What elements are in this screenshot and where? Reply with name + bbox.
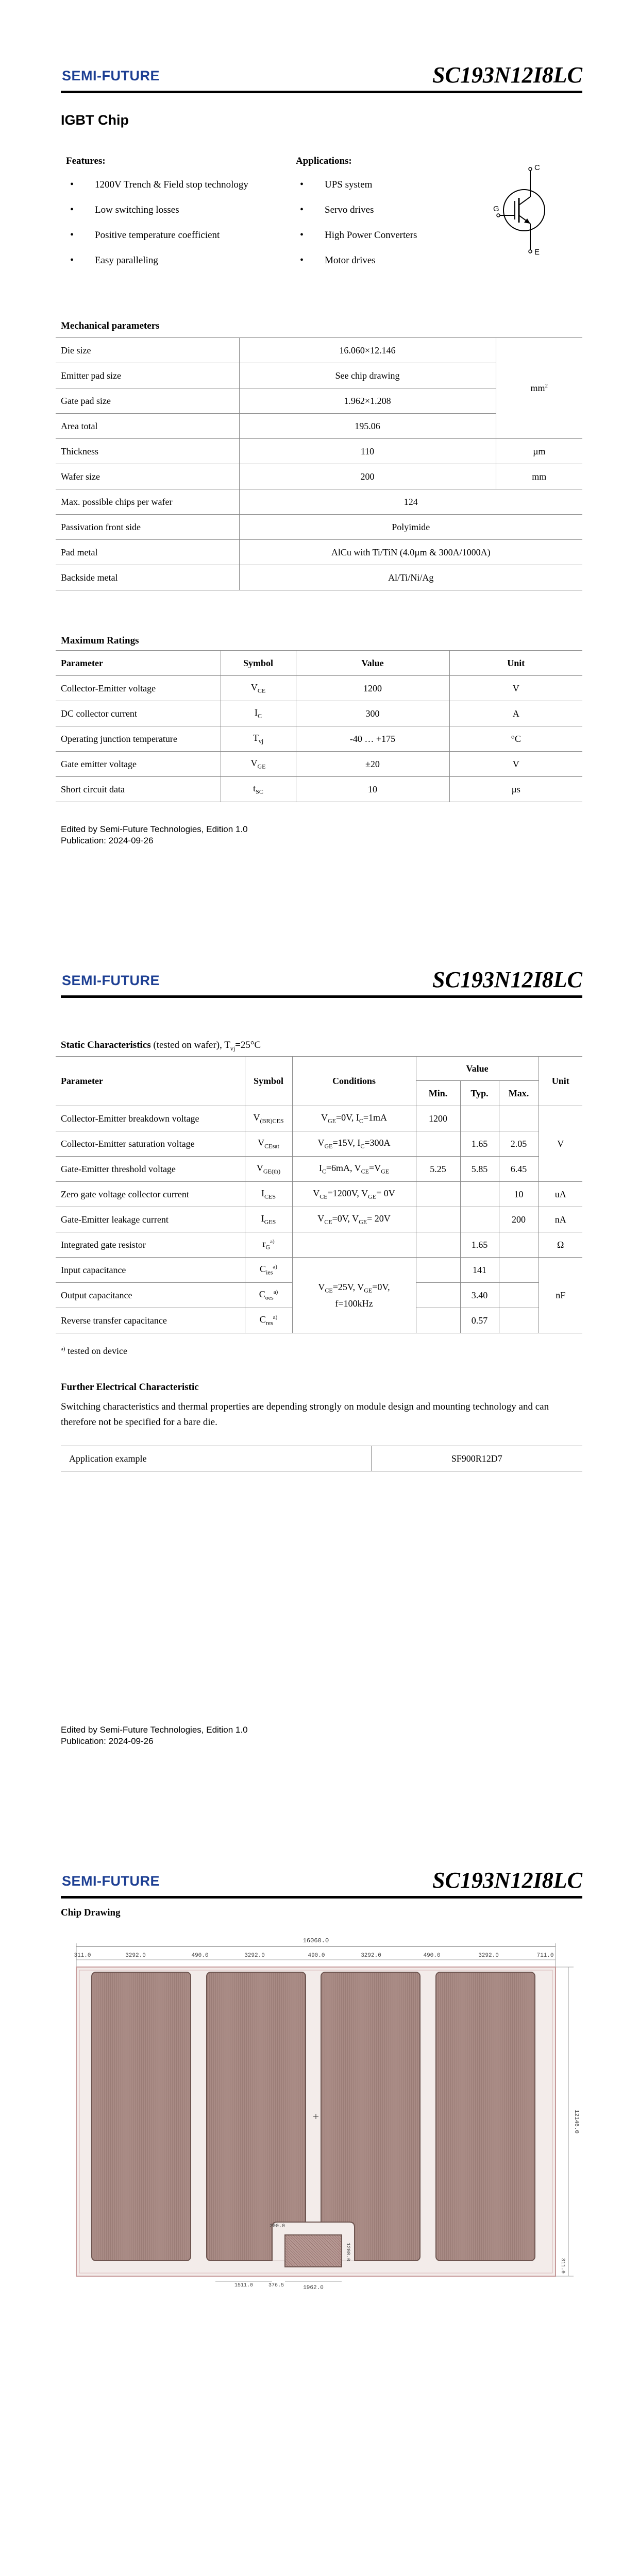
table-row [56,464,582,489]
list-item: • Easy paralleling [66,256,293,281]
table-cell [499,1308,539,1333]
table-cell: 1.65 [460,1232,499,1258]
table-cell: Short circuit data [56,777,221,802]
dim-segment: 490.0 [423,1953,441,1959]
table-cell [416,1232,460,1258]
application-table [61,1446,582,1471]
dim-bottom-left: 1511.0 [234,2283,254,2289]
symbol-cell [221,676,296,701]
table-cell: 1200 [296,676,449,701]
table-header-row [56,1057,582,1081]
symbol-sub: GES [264,1218,276,1226]
symbol-sub: CES [264,1193,276,1200]
list-item: • High Power Converters [296,230,466,256]
conditions-cell: $V_{CE}=1200V$, $V_{GE}= 0V$ [292,1182,416,1207]
table-cell: Gate emitter voltage [56,752,221,777]
dim-segment: 3292.0 [125,1953,146,1959]
table-cell: Area total [56,414,239,439]
symbol-sub: CEsat [264,1142,279,1150]
symbol-sub: GE [257,762,266,770]
table-cell: Polyimide [239,515,582,540]
table-row [56,777,582,802]
table-cell: Thickness [56,439,239,464]
table-cell: Zero gate voltage collector current [56,1182,245,1207]
table-cell: 6.45 [499,1157,539,1182]
column-header: Conditions [292,1057,416,1106]
table-cell: Reverse transfer capacitance [56,1308,245,1333]
table-cell: 1200 [416,1106,460,1131]
list-item: • UPS system [296,180,466,205]
symbol-sup: a) [273,1263,277,1270]
max-ratings-table [56,650,582,802]
symbol-sub: SC [256,788,263,795]
symbol-text: V [258,1137,265,1148]
column-header: Symbol [221,651,296,676]
table-cell: 1.962×1.208 [239,388,496,414]
part-number: SC193N12I8LC [432,967,582,992]
symbol-sub: GE(th) [263,1167,281,1175]
table-cell: 0.57 [460,1308,499,1333]
symbol-label-e: E [534,248,540,257]
features-column [66,156,293,281]
table-cell: Integrated gate resistor [56,1232,245,1258]
symbol-cell [245,1157,292,1182]
footer-publication: Publication: 2024-09-26 [61,836,154,845]
page-title: IGBT Chip [61,112,129,128]
table-cell: Die size [56,338,239,363]
symbol-cell [245,1283,292,1308]
footer-edition: Edited by Semi-Future Technologies, Edition 1.0 [61,1725,248,1735]
applications-title: Applications: [296,156,352,166]
cap-cond-line2: f=100kHz [335,1298,373,1309]
table-cell: 16.060×12.146 [239,338,496,363]
table-cell: Collector-Emitter breakdown voltage [56,1106,245,1131]
column-header: Min. [416,1081,460,1106]
table-cell: 124 [239,489,582,515]
company-logo: SEMI-FUTURE [62,1873,160,1889]
symbol-cell [221,726,296,752]
list-item: • Low switching losses [66,205,293,230]
table-cell: 110 [239,439,496,464]
table-header-row [56,651,582,676]
table-cell: 10 [499,1182,539,1207]
further-text: Switching characteristics and thermal properties are depending strongly on module design and mounting technology and can therefore not be specified for a bare die. [61,1401,549,1428]
static-title-sub: vj [230,1044,236,1052]
page-header [61,1867,582,1899]
conditions-cell: $I_C=6mA$, $V_{CE}=V_{GE}$ [292,1157,416,1182]
footnote [61,1346,127,1357]
table-row [56,1106,582,1131]
table-cell: ±20 [296,752,449,777]
table-cell: V [449,752,582,777]
symbol-cell [245,1232,292,1258]
table-cell [499,1106,539,1131]
symbol-text: I [261,1213,264,1224]
table-cell: Collector-Emitter voltage [56,676,221,701]
part-number: SC193N12I8LC [432,1868,582,1893]
features-title: Features: [66,156,106,166]
symbol-text: r [262,1238,266,1249]
table-cell: Passivation front side [56,515,239,540]
symbol-text: V [250,757,258,768]
column-header: Symbol [245,1057,292,1106]
table-row [56,1182,582,1207]
symbol-cell [221,777,296,802]
unit-cell: nA [539,1207,582,1232]
table-cell [460,1207,499,1232]
table-cell [499,1258,539,1283]
emitter-pad [92,1972,191,2261]
list-item: • Motor drives [296,256,466,281]
table-cell: 2.05 [499,1131,539,1157]
emitter-pad [436,1972,535,2261]
table-cell [460,1182,499,1207]
symbol-text: C [259,1314,266,1325]
dim-segment: 311.0 [74,1953,91,1959]
table-cell: SF900R12D7 [371,1446,582,1471]
table-cell: Pad metal [56,540,239,565]
table-cell: Collector-Emitter saturation voltage [56,1131,245,1157]
page-header [61,62,582,93]
footer-edition: Edited by Semi-Future Technologies, Edition 1.0 [61,824,248,834]
emitter-pad [321,1972,420,2261]
symbol-text: I [254,707,258,718]
symbol-sup: a) [273,1289,278,1295]
company-logo: SEMI-FUTURE [62,973,160,988]
page-header [61,967,582,998]
emitter-pad [207,1972,306,2261]
table-cell: V [449,676,582,701]
table-cell: See chip drawing [239,363,496,388]
dim-segment: 3292.0 [244,1953,265,1959]
igbt-symbol-icon [492,164,554,257]
table-cell: AlCu with Ti/TiN (4.0µm & 300A/1000A) [239,540,582,565]
applications-column [296,156,466,281]
footer-publication: Publication: 2024-09-26 [61,1736,154,1746]
static-characteristics-table [56,1056,582,1333]
table-row [56,1258,582,1283]
page-footer [61,1724,248,1747]
conditions-cell: $V_{GE}=0V$, $I_C=1mA$ [292,1106,416,1131]
dim-bottom-gap: 376.5 [268,2283,284,2289]
table-cell: 195.06 [239,414,496,439]
dim-gate-h: 1208.0 [345,2242,350,2262]
symbol-sub: CE [257,687,266,694]
symbol-text: I [261,1188,264,1198]
table-cell [416,1207,460,1232]
page-footer [61,824,248,846]
page-1 [0,0,639,904]
table-cell: 141 [460,1258,499,1283]
page-3 [0,1807,639,2576]
table-cell: Input capacitance [56,1258,245,1283]
dim-gate-top: 200.0 [269,2224,285,2229]
unit-mm2-cell [496,338,582,439]
dim-segment: 490.0 [308,1953,325,1959]
symbol-cell [245,1308,292,1333]
table-cell: 10 [296,777,449,802]
table-cell: 5.85 [460,1157,499,1182]
company-logo: SEMI-FUTURE [62,68,160,83]
dim-gate-w: 1962.0 [303,2285,324,2291]
dim-segment: 3292.0 [478,1953,499,1959]
symbol-sub: (BR)CES [260,1117,284,1125]
table-cell: 300 [296,701,449,726]
dim-segment: 490.0 [191,1953,209,1959]
dim-segment: 3292.0 [361,1953,381,1959]
symbol-cell [221,752,296,777]
capacitance-conditions-cell [292,1258,416,1333]
symbol-text: V [250,682,258,692]
symbol-text: C [260,1263,266,1274]
cap-cond-line1: $V_{CE}=25V$, $V_{GE}=0V$, [318,1281,390,1294]
table-row [56,1157,582,1182]
mechanical-table [56,337,582,590]
conditions-cell: $V_{GE}=15V$, $I_C=300A$ [292,1131,416,1157]
table-cell: Gate pad size [56,388,239,414]
static-title [61,1040,261,1053]
table-cell [292,1232,416,1258]
column-header: Value [296,651,449,676]
list-item: • Positive temperature coefficient [66,230,293,256]
symbol-cell [245,1258,292,1283]
table-cell: mm [496,464,582,489]
list-item: • Servo drives [296,205,466,230]
page-2 [0,904,639,1807]
symbol-label-g: G [493,205,499,213]
unit-cell: V [539,1106,582,1182]
table-row [56,489,582,515]
symbol-sub: ies [266,1268,273,1276]
table-row [56,676,582,701]
table-row [56,726,582,752]
applications-list [296,180,466,281]
features-list [66,180,293,281]
symbol-cell [221,701,296,726]
table-cell: 1.65 [460,1131,499,1157]
symbol-sub: C [257,712,262,720]
column-header: Unit [539,1057,582,1106]
table-cell: µm [496,439,582,464]
unit-cell: uA [539,1182,582,1207]
unit-text: mm [530,383,545,393]
table-cell: Application example [61,1446,371,1471]
chip-drawing-title: Chip Drawing [61,1907,121,1918]
table-cell: µs [449,777,582,802]
column-header: Parameter [56,651,221,676]
mech-title: Mechanical parameters [61,320,160,331]
table-cell: Al/Ti/Ni/Ag [239,565,582,590]
table-row [56,338,582,363]
table-cell: Output capacitance [56,1283,245,1308]
symbol-text: V [256,1162,263,1173]
symbol-text: V [253,1112,260,1123]
symbol-cell [245,1131,292,1157]
symbol-cell [245,1182,292,1207]
table-cell [416,1182,460,1207]
table-cell: Gate-Emitter threshold voltage [56,1157,245,1182]
table-cell: Gate-Emitter leakage current [56,1207,245,1232]
part-number: SC193N12I8LC [432,62,582,88]
symbol-cell [245,1106,292,1131]
max-ratings-title: Maximum Ratings [61,635,139,646]
table-cell: A [449,701,582,726]
column-header: Value [416,1057,539,1081]
symbol-text: C [259,1289,265,1299]
column-header: Max. [499,1081,539,1106]
symbol-sub: oes [265,1294,274,1301]
symbol-sup: a) [273,1314,278,1320]
table-cell [460,1106,499,1131]
symbol-sub: G [265,1243,271,1251]
footnote-text: tested on device [65,1346,128,1356]
table-row [56,565,582,590]
table-row [56,1207,582,1232]
symbol-sup: a) [270,1238,275,1245]
table-cell [416,1258,460,1283]
table-cell: Max. possible chips per wafer [56,489,239,515]
column-header: Unit [449,651,582,676]
table-row [56,515,582,540]
table-cell: Emitter pad size [56,363,239,388]
dim-right-small: 311.0 [560,2258,565,2274]
table-row [56,1131,582,1157]
further-title: Further Electrical Characteristic [61,1382,199,1393]
table-cell: 200 [499,1207,539,1232]
table-cell: DC collector current [56,701,221,726]
table-cell: 200 [239,464,496,489]
table-row [56,701,582,726]
symbol-label-c: C [534,164,540,172]
symbol-text: t [253,783,256,793]
table-cell: Operating junction temperature [56,726,221,752]
symbol-text: T [253,732,259,743]
column-header: Parameter [56,1057,245,1106]
list-item: • 1200V Trench & Field stop technology [66,180,293,205]
table-row [56,439,582,464]
symbol-cell [245,1207,292,1232]
table-cell [416,1283,460,1308]
table-row [56,1232,582,1258]
dim-height: 12146.0 [573,2109,579,2134]
conditions-cell: $V_{CE}=0V$, $V_{GE}= 20V$ [292,1207,416,1232]
table-cell: Backside metal [56,565,239,590]
table-cell: 3.40 [460,1283,499,1308]
table-cell [499,1283,539,1308]
chip-drawing [61,1931,581,2302]
table-cell: 5.25 [416,1157,460,1182]
table-row [56,752,582,777]
table-cell [416,1308,460,1333]
footnote-mark: a) [61,1346,65,1352]
static-title-bold: Static Characteristics [61,1040,151,1050]
table-row [56,540,582,565]
dim-total-width: 16060.0 [302,1937,329,1944]
symbol-sub: res [265,1319,273,1327]
unit-cell: Ω [539,1232,582,1258]
static-title-end: =25°C [235,1040,261,1050]
static-title-suffix: (tested on wafer), T [150,1040,230,1050]
table-cell: -40 … +175 [296,726,449,752]
table-cell [499,1232,539,1258]
table-row [61,1446,582,1471]
gate-pad [285,2235,342,2267]
table-cell: °C [449,726,582,752]
column-header: Typ. [460,1081,499,1106]
table-cell: Wafer size [56,464,239,489]
symbol-sub: vj [258,737,264,745]
table-cell [416,1131,460,1157]
unit-sup: 2 [545,383,548,389]
dim-segment: 711.0 [536,1953,554,1959]
unit-cell: nF [539,1258,582,1333]
